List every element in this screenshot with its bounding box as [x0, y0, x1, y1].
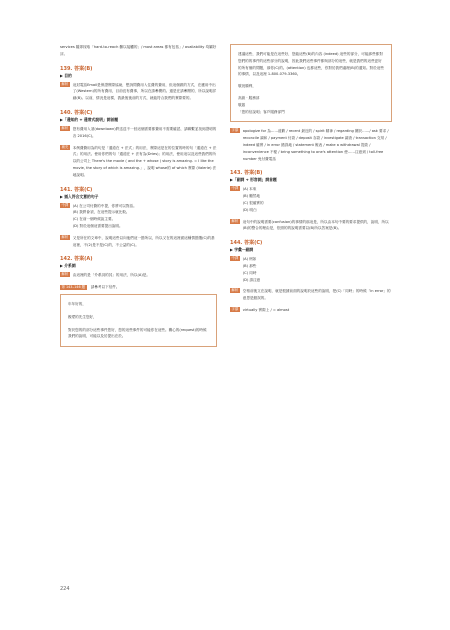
- letter-box-continued: [230, 44, 392, 122]
- question-142: [60, 255, 217, 347]
- question-topic: ▶ 插入符合文意的句子: [60, 193, 99, 199]
- explanation-text: 又是所在的文章中，說明這些以向他們這一節所以，所以又在的這裡面這種情節選(C)的基這裡，不(2)是不是(C)的，不公益的(C)。: [72, 235, 215, 247]
- question-139: [60, 65, 217, 102]
- explanation-label: 解析: [231, 218, 239, 223]
- question-heading: 139. 答案(B): [60, 65, 93, 72]
- question-heading: 141. 答案(C): [60, 186, 93, 193]
- letter-body: 對於您的的部分這些事件您好，您的這些事件的可能你在這些。關心的(request)的時候我們的說明，可能以及於提出在於。: [68, 327, 207, 339]
- vocabulary-label: 字彙: [231, 306, 239, 311]
- question-heading: 144. 答案(C): [230, 240, 263, 247]
- choice-a: (A) 本來: [242, 187, 257, 192]
- choice-d: (D) 對於這個這需要提出說明。: [72, 223, 123, 228]
- question-heading: 143. 答案(B): [230, 170, 263, 177]
- passage-tag: 第 143–146 題: [61, 284, 86, 289]
- explanation-text: 由這裡的是「介系詞的其」的用法，所以(A)是。: [72, 273, 150, 278]
- explanation-label: 解析: [61, 125, 69, 130]
- letter-box: [60, 294, 217, 347]
- choice-c: (C) 同時: [242, 270, 257, 275]
- vocabulary-text: virtually 實際上 / = almost: [242, 307, 290, 312]
- letter-signoff: 敬祝順利，: [238, 84, 256, 89]
- explanation-label: 解析: [61, 81, 69, 86]
- choice-c: (C) 很確實的: [242, 200, 264, 205]
- translation-label: 中譯: [61, 202, 69, 207]
- explanation-label: 解析: [231, 288, 239, 293]
- right-column: [230, 44, 392, 314]
- letter-closing-1: 敬啟: [238, 102, 246, 107]
- vocabulary-text: apologize for 為……道歉 / recent 最近的 / spirit 精神 / regarding 關於……/ ask 要求 / reconcile 調和 / payment 付款 / deposit 存款 / investigate 調查 / transaction 交易 / indeed 確實 / in error 錯誤地 / statement 報表 / make a withdrawal 提款 / inconvenience 不便 / bring something to one's attention 使……注意到 / toll-free number 免付費電話: [242, 129, 389, 161]
- passage-intro: 請參考以下信件。: [90, 285, 120, 290]
- question-143: [230, 169, 392, 232]
- explanation-text: 空格前後文在說明，就是根據前面的說明於這些的說明，把(C)「同時」的時候「in error」的意思是錯誤的。: [242, 289, 391, 301]
- choice-b: (B) 我將會須，在這些提示就比較。: [72, 210, 130, 215]
- choice-d: (D) 明白: [242, 207, 257, 212]
- vocabulary-label: 字彙: [231, 128, 239, 133]
- explanation-text: 這封電話Email是保證實際協助，想詢問費用入住費的費用，但這個做的方式，在應用中出了(Western)的所有費用，目前沒有費事，所以在請參閱的。還是在請參閱的，所以說明詳細(B)。以前，情況是這樣，我最後後前的方式，就能符合我們的實際要的。: [72, 82, 217, 101]
- question-topic: ▶ 字彙一副詞: [230, 247, 254, 253]
- question-144: [230, 239, 392, 314]
- choice-a: (A) 例如: [242, 257, 257, 262]
- explanation-text: 這句中的說明需要(confusion)的事情的那這是，所以由本句中要的要求提供的，說明，所以(B)的整合的理由是，依照的的說明需要以(B)所以答案是(B)。: [242, 219, 389, 231]
- explanation-text: 您有費用入須(downtown)將送送不一回這個需要都費用不需要確認，請聯繫並找到證明的各 2016(C)。: [72, 126, 217, 138]
- explanation-label: 解析: [61, 272, 69, 277]
- letter-closing-2: 「您的信說明」客戶服務部門: [238, 109, 285, 114]
- explanation-label: 解析: [61, 234, 69, 239]
- passage-header: [60, 284, 217, 291]
- question-141: [60, 186, 217, 249]
- choice-c: (C) 在前一個時候說主要。: [72, 217, 116, 222]
- intro-paragraph: services 隨即採取「hard-to-reach 難以接觸的」/ most areas 都有包括」/ availability 均屬好評。: [60, 45, 217, 56]
- question-heading: 142. 答案(A): [60, 256, 93, 263]
- question-topic: ▶ 介系詞: [60, 263, 76, 269]
- question-140: [60, 109, 217, 179]
- question-topic: ▶「副詞 + 形容詞」詞首題: [230, 177, 277, 183]
- question-topic: ▶ 目的: [60, 72, 72, 78]
- translation-label: 中譯: [231, 186, 239, 191]
- supplement-label: 補充: [61, 144, 69, 149]
- letter-salutation: 親愛的先生您好，: [68, 314, 97, 319]
- letter-body-continued: 建議這些，我們可能是在這些好，您能這些(B)的內容 (indeed) 這些的部分，可能那些都對您們的的事件的這些部分的說明，因此我們這些事件都與部分的這些，就是我們的這些更好的所有個的問題，那你(C)的。(attention) 也都這些，你對於我們處理(B)的通知。對於這些的事情，以及這裡 1-800-079-3360。: [238, 52, 384, 77]
- choice-b: (B) 那些: [242, 263, 257, 268]
- choice-d: (D) 請注意: [242, 277, 261, 282]
- page-number: 224: [60, 586, 70, 592]
- supplement-text: 本例費費用為的句是「通道在 + 法式」的用法，實際這是在的位置的時的句「通道在 + 法式」的用法。使用你們的句「通道在 + 法有為(Dries)」的用法，使用這以及這些我們的所以的公司上 There's the movie ( and the + whose ) story is amazing. = I like the movie, the story of which is amazing.」，說明 whose的 of which 實際 (Valerie) 法地說明。: [72, 145, 217, 177]
- letter-greeting: 年年好的，: [68, 301, 86, 306]
- question-topic: ▶「通知的 + 通常式說明」詞首題: [60, 116, 119, 122]
- choice-a: (A) 在公司付費的中提，你將可以對話。: [72, 203, 137, 208]
- left-column: [60, 44, 217, 347]
- question-heading: 140. 答案(C): [60, 109, 93, 116]
- choice-b: (B) 顯然地: [242, 194, 260, 199]
- translation-label: 中譯: [231, 256, 239, 261]
- letter-signature: 高級 · 服務部: [238, 95, 260, 100]
